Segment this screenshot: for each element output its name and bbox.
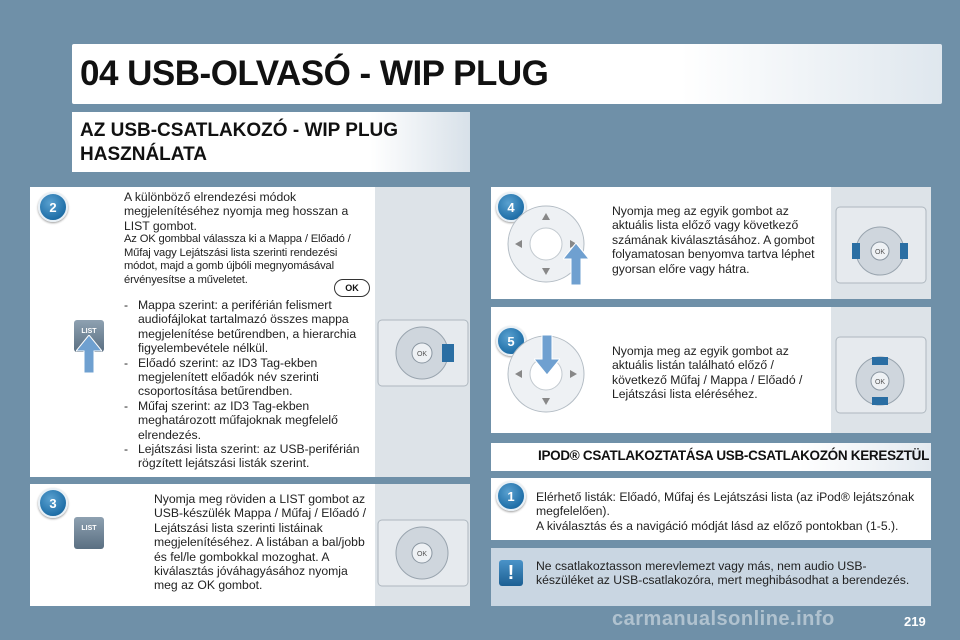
step5-text: Nyomja meg az egyik gombot az aktuális listán található előző / következő Műfaj / Mappa / Előadó / Lejátszási lista eléréséhez. [612, 344, 803, 402]
list-item: - Műfaj szerint: az ID3 Tag-ekben meghatározott műfajoknak megfelelő elrendezés. [124, 399, 370, 442]
svg-text:OK: OK [874, 249, 886, 256]
control-panel-icon [834, 205, 928, 285]
press-arrow-icon [563, 243, 589, 285]
warning-text: Ne csatlakoztasson merevlemezt vagy más, nem audio USB-készüléket az USB-csatlakozóra, mert meghibásodhat a berendezés. [536, 559, 910, 588]
watermark: carmanualsonline.info [612, 608, 835, 630]
press-arrow-icon [76, 335, 102, 373]
control-panel-icon [376, 318, 470, 388]
step5-badge: 5 [496, 326, 526, 356]
section-subtitle-line1: AZ USB-CSATLAKOZÓ - WIP PLUG [80, 120, 399, 141]
step2-detail: Az OK gombbal válassza ki a Mappa / Előadó / Műfaj vagy Lejátszási lista szerinti rendezési módot, majd a gomb újbóli megnyomásával érvényesítse a műveletet. [124, 233, 351, 286]
step4-text: Nyomja meg az egyik gombot az aktuális lista előző vagy következő számának kiválasztásához. A gombot folyamatosan benyomva tartva léphet gyorsan előre vagy hátra. [612, 204, 815, 276]
list-item: - Lejátszási lista szerint: az USB-periférián rögzített lejátszási listák szerint. [124, 442, 370, 471]
ok-button-icon: OK [334, 279, 370, 297]
control-panel-icon [376, 518, 470, 588]
page-title: 04 USB-OLVASÓ - WIP PLUG [80, 54, 549, 93]
ipod-text-line2: A kiválasztás és a navigáció módját lásd az előző pontokban (1-5.). [536, 519, 899, 533]
list-button-icon: LIST [74, 320, 104, 352]
list-item: - Mappa szerint: a periférián felismert audiofájlokat tartalmazó összes mappa megjelenítése betűrendben, a hierarchia figyelembevétele nélkül. [124, 298, 370, 356]
press-arrow-icon [534, 335, 560, 375]
step2-list [124, 298, 370, 471]
step3-text: Nyomja meg röviden a LIST gombot az USB-készülék Mappa / Műfaj / Előadó / Lejátszási lista szerinti listáinak megjelenítéséhez. A listában a bal/jobb és fel/le gombokkal mozoghat. A kiválasztás jóváhagyásához nyomja meg az OK gombot. [154, 492, 367, 593]
list-item: - Előadó szerint: az ID3 Tag-ekben megjelenített előadók név szerinti csoportosítása betűrendben. [124, 356, 370, 399]
svg-text:OK: OK [874, 379, 886, 386]
step4-badge: 4 [496, 192, 526, 222]
step3-badge: 3 [38, 488, 68, 518]
svg-text:OK: OK [416, 551, 428, 558]
step2-badge: 2 [38, 192, 68, 222]
step2-intro: A különböző elrendezési módok megjelenítéséhez nyomja meg hosszan a LIST gombot. [124, 190, 349, 233]
list-button-icon: LIST [74, 517, 104, 549]
ipod-heading: IPOD® CSATLAKOZTATÁSA USB-CSATLAKOZÓN KERESZTÜL [538, 448, 930, 463]
page-number: 219 [904, 614, 926, 629]
ipod-text-line1: Elérhető listák: Előadó, Műfaj és Lejátszási lista (az iPod® lejátszónak megfelelően). [536, 490, 915, 519]
section-subtitle-line2: HASZNÁLATA [80, 144, 207, 165]
svg-text:OK: OK [416, 351, 428, 358]
control-panel-icon [834, 335, 928, 415]
ipod-badge: 1 [496, 481, 526, 511]
warning-icon: ! [499, 560, 523, 586]
